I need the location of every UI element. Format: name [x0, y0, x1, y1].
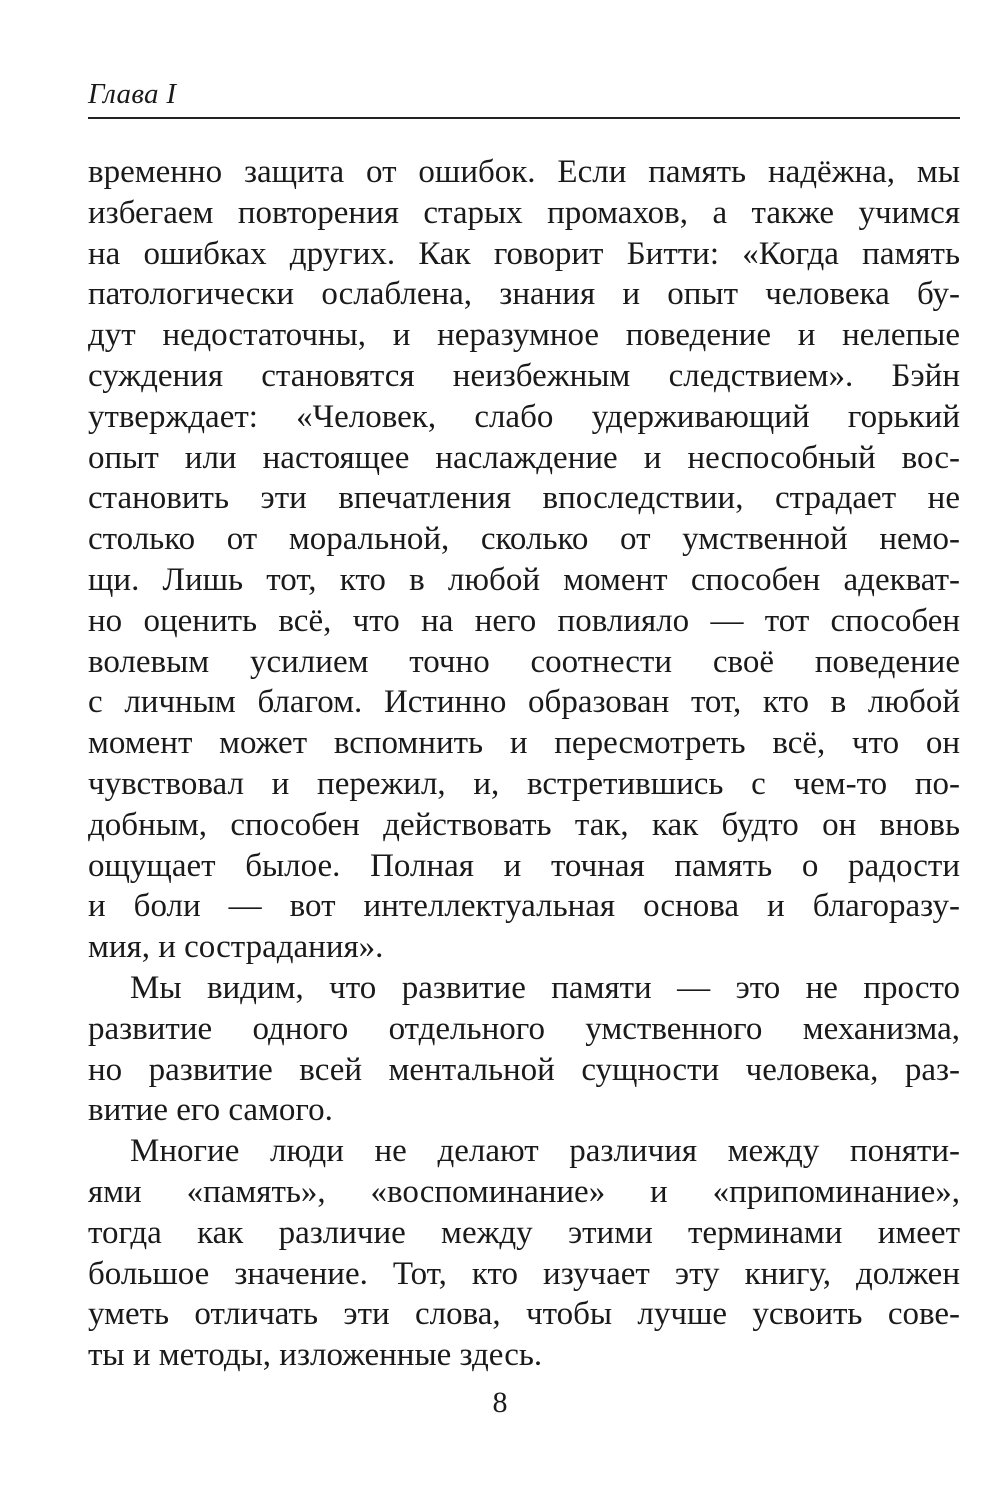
- header-rule: [88, 117, 960, 119]
- text-line: дут недостаточны, и неразумное поведение и нелепые: [88, 317, 960, 354]
- text-line: Мы видим, что развитие памяти — это не просто: [130, 969, 960, 1006]
- text-line: чувствовал и пережил, и, встретившись с чем-то по-: [88, 765, 960, 802]
- text-line: витие его самого.: [88, 1092, 333, 1129]
- text-line: щи. Лишь тот, кто в любой момент способен адекват-: [88, 561, 960, 598]
- text-line: волевым усилием точно соотнести своё поведение: [88, 643, 960, 680]
- text-line: развитие одного отдельного умственного механизма,: [88, 1010, 960, 1047]
- text-line: тогда как различие между этими терминами имеет: [88, 1214, 960, 1251]
- text-line: суждения становятся неизбежным следствием». Бэйн: [88, 357, 960, 394]
- text-line: и боли — вот интеллектуальная основа и благоразу-: [88, 888, 960, 925]
- text-line: столько от моральной, сколько от умственной немо-: [88, 521, 960, 558]
- text-line: на ошибках других. Как говорит Битти: «Когда память: [88, 235, 960, 272]
- text-line: опыт или настоящее наслаждение и неспособный вос-: [88, 439, 960, 476]
- text-line: патологически ослаблена, знания и опыт человека бу-: [88, 276, 960, 313]
- text-line: становить эти впечатления впоследствии, страдает не: [88, 480, 960, 517]
- text-line: добным, способен действовать так, как будто он вновь: [88, 806, 960, 843]
- text-line: но оценить всё, что на него повлияло — тот способен: [88, 602, 960, 639]
- text-line: утверждает: «Человек, слабо удерживающий горький: [88, 398, 960, 435]
- text-line: мия, и сострадания».: [88, 929, 384, 966]
- text-line: ощущает былое. Полная и точная память о радости: [88, 847, 960, 884]
- body-text: [88, 152, 960, 1376]
- text-line: уметь отличать эти слова, чтобы лучше усвоить сове-: [88, 1296, 960, 1333]
- text-line: с личным благом. Истинно образован тот, кто в любой: [88, 684, 960, 721]
- text-line: ты и методы, изложенные здесь.: [88, 1337, 543, 1374]
- text-line: большое значение. Тот, кто изучает эту книгу, должен: [88, 1255, 960, 1292]
- text-line: но развитие всей ментальной сущности человека, раз-: [88, 1051, 960, 1088]
- text-line: избегаем повторения старых промахов, а также учимся: [88, 194, 960, 231]
- page-number: 8: [492, 1386, 508, 1419]
- text-line: момент может вспомнить и пересмотреть всё, что он: [88, 725, 960, 762]
- running-head: Глава I: [88, 78, 177, 110]
- text-line: ями «память», «воспоминание» и «припоминание»,: [88, 1173, 960, 1210]
- text-line: Многие люди не делают различия между поняти-: [130, 1133, 960, 1170]
- text-line: временно защита от ошибок. Если память надёжна, мы: [88, 154, 960, 190]
